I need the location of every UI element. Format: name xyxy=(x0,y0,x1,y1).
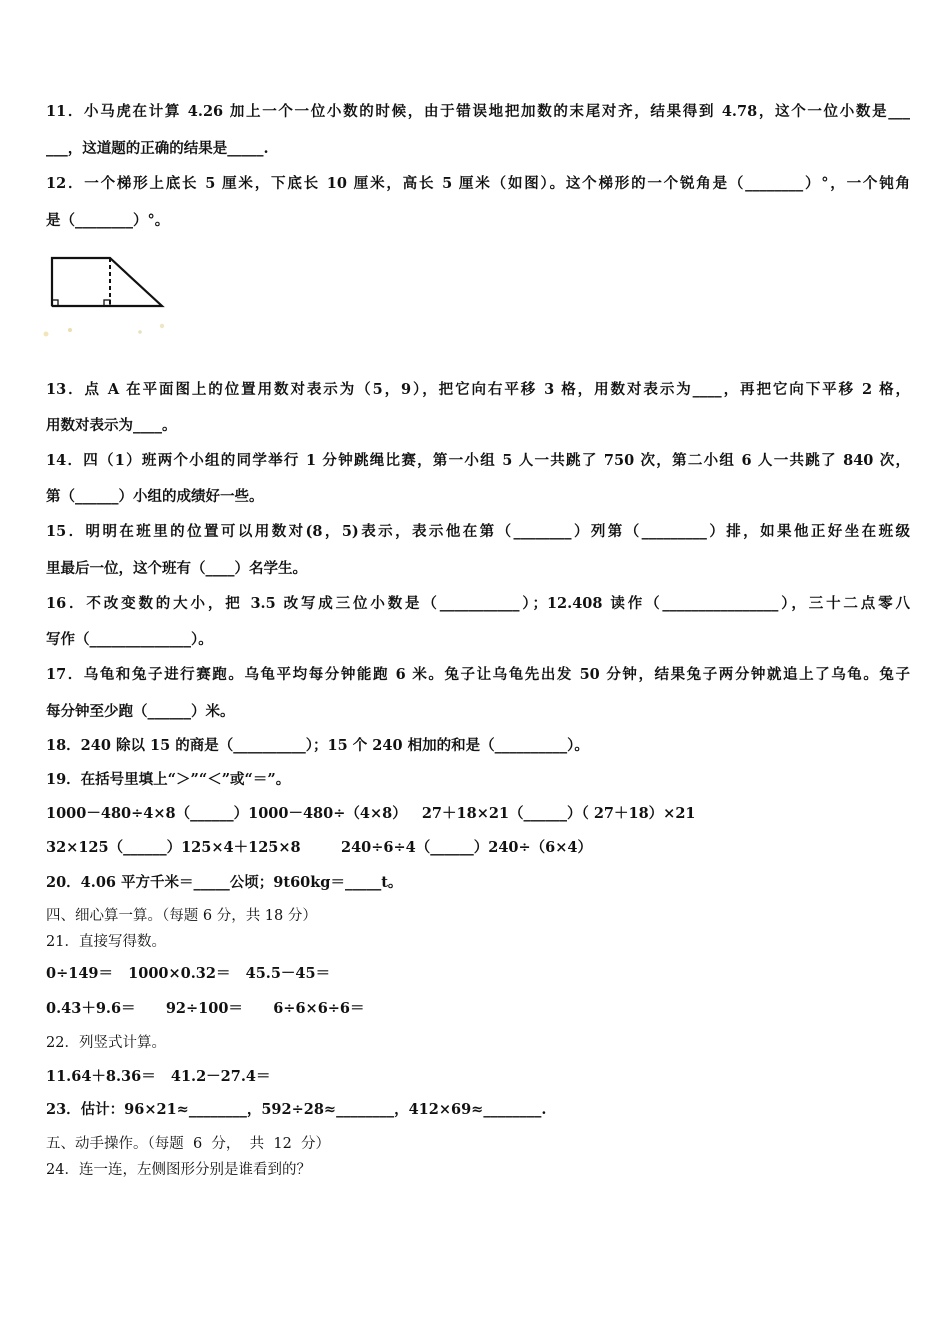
section-4-heading: 四、细心算一算。（每题 6 分，共 18 分） xyxy=(46,908,317,924)
scan-speck xyxy=(68,328,72,332)
q19-row-a: 1000－480÷4×8（______）1000－480÷（4×8） 27＋18×21（______）（ 27＋18）×21 xyxy=(46,805,696,822)
q22-line: 22．列竖式计算。 xyxy=(46,1035,166,1051)
q24-line: 24．连一连，左侧图形分别是谁看到的？ xyxy=(46,1162,311,1178)
q19-row-b: 32×125（______）125×4＋125×8 240÷6÷4（______）240÷（6×4） xyxy=(46,839,592,856)
q15-line-1: 15．明明在班里的位置可以用数对(8，5)表示，表示他在第（________）列第（_________）排，如果他正好坐在班级 xyxy=(46,523,910,540)
trapezoid-figure xyxy=(40,240,180,346)
q13-line-1: 13．点 A 在平面图上的位置用数对表示为（5，9），把它向右平移 3 格，用数对表示为____，再把它向下平移 2 格， xyxy=(46,381,910,398)
q14-line-2: 第（______）小组的成绩好一些。 xyxy=(46,488,264,505)
q17-line-2: 每分钟至少跑（______）米。 xyxy=(46,703,235,720)
scan-speck xyxy=(160,324,164,328)
q13-line-2: 用数对表示为____。 xyxy=(46,417,177,434)
q21-row-a: 0÷149＝ 1000×0.32＝ 45.5－45＝ xyxy=(46,965,331,982)
q20-line: 20．4.06 平方千米＝_____公顷；9t60kg＝_____t。 xyxy=(46,874,403,891)
q22-row: 11.64＋8.36＝ 41.2－27.4＝ xyxy=(46,1068,271,1085)
q18-line: 18．240 除以 15 的商是（__________）；15 个 240 相加的和是（__________）。 xyxy=(46,737,589,754)
q23-line: 23．估计：96×21≈________，592÷28≈________，412×69≈________. xyxy=(46,1101,547,1118)
q19-line: 19．在括号里填上“＞”“＜”或“＝”。 xyxy=(46,771,291,788)
q17-line-1: 17．乌龟和兔子进行赛跑。乌龟平均每分钟能跑 6 米。兔子让乌龟先出发 50 分钟，结果兔子两分钟就追上了乌龟。兔子 xyxy=(46,666,910,683)
q12-line-1: 12．一个梯形上底长 5 厘米，下底长 10 厘米，高长 5 厘米（如图）。这个梯形的一个锐角是（________）°，一个钝角 xyxy=(46,175,910,192)
q14-line-1: 14．四（1）班两个小组的同学举行 1 分钟跳绳比赛，第一小组 5 人一共跳了 750 次，第二小组 6 人一共跳了 840 次， xyxy=(46,452,910,469)
q11-line-1: 11．小马虎在计算 4.26 加上一个一位小数的时候，由于错误地把加数的末尾对齐，结果得到 4.78，这个一位小数是___ xyxy=(46,103,910,120)
q11-line-2: ___，这道题的正确的结果是_____. xyxy=(46,140,269,157)
scan-speck xyxy=(44,332,49,337)
trapezoid-shape xyxy=(52,258,162,306)
q16-line-1: 16．不改变数的大小，把 3.5 改写成三位小数是（___________）；12.408 读作（________________），三十二点零八 xyxy=(46,595,910,612)
section-5-heading: 五、动手操作。（每题 6 分， 共 12 分） xyxy=(46,1136,331,1152)
q21-row-b: 0.43＋9.6＝ 92÷100＝ 6÷6×6÷6＝ xyxy=(46,1000,365,1017)
q16-line-2: 写作（______________）。 xyxy=(46,631,213,648)
q12-line-2: 是（________）°。 xyxy=(46,212,170,229)
q15-line-2: 里最后一位，这个班有（____）名学生。 xyxy=(46,560,307,577)
q21-line: 21．直接写得数。 xyxy=(46,934,166,950)
scan-speck xyxy=(138,330,142,334)
